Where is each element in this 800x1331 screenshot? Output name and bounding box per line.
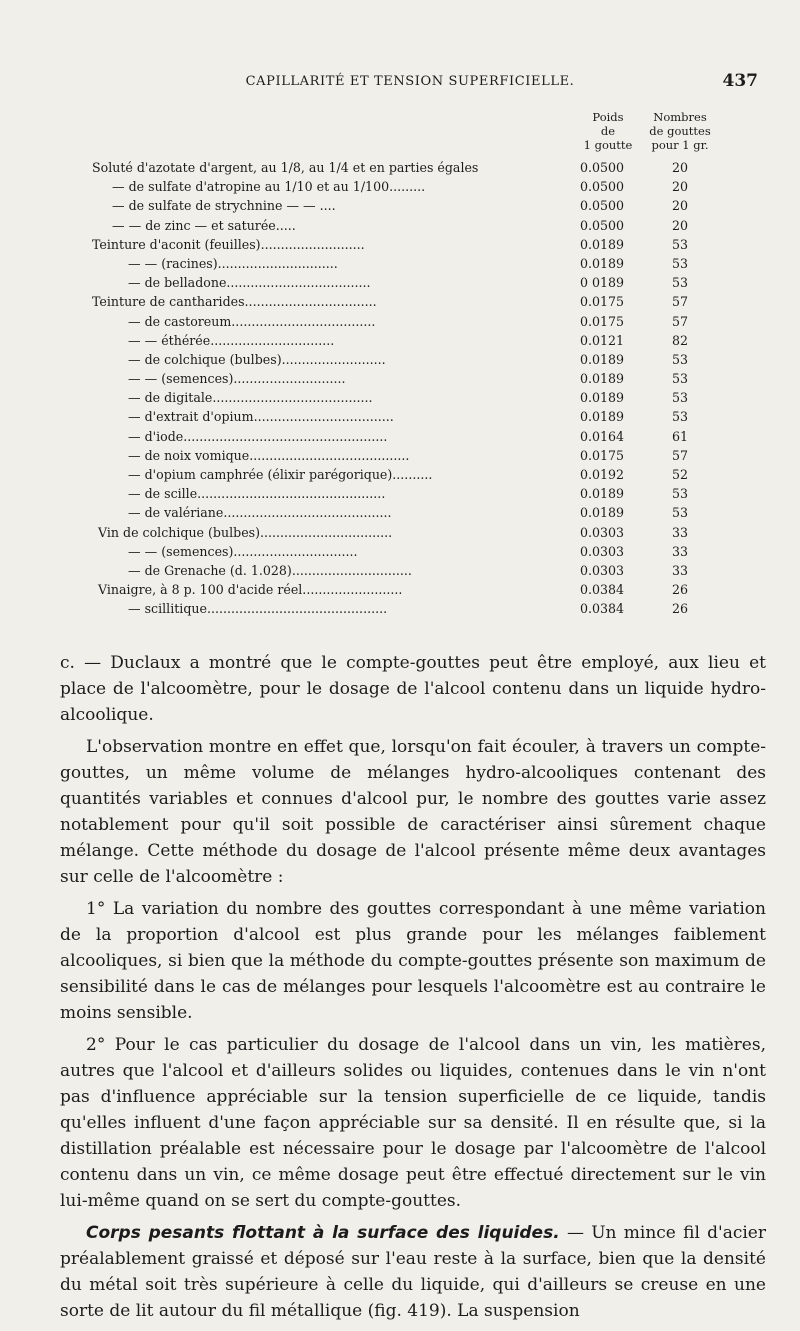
table-row bbox=[40, 312, 760, 331]
table-row bbox=[40, 484, 760, 503]
paragraph-duclaux: c. — Duclaux a montré que le compte-gouttes peut être employé, aux lieu et place de l'alcoomètre, pour le dosage de l'alcool contenu dans un liquide hydro-alcoolique. bbox=[60, 653, 766, 725]
row-nombre: 26 bbox=[671, 601, 689, 617]
table-row bbox=[40, 273, 760, 292]
row-label: — de digitale........................................ bbox=[128, 390, 373, 406]
row-label: — d'iode................................................... bbox=[128, 428, 388, 444]
row-poids: 0 0189 bbox=[580, 275, 625, 291]
row-poids: 0.0189 bbox=[580, 351, 625, 367]
row-poids: 0.0500 bbox=[580, 179, 625, 195]
row-label: Vinaigre, à 8 p. 100 d'acide réel......................... bbox=[98, 582, 403, 598]
row-nombre: 61 bbox=[671, 428, 689, 444]
row-nombre: 82 bbox=[671, 332, 689, 348]
section-text: — Un mince fil d'acier préalablement graissé et déposé sur l'eau reste à la surface, bien que la densité du métal soit très supérieure à celle du liquide, qui d'ailleurs se creuse en une sorte de lit autour du fil métallique (fig. 419). La suspension bbox=[60, 1223, 766, 1321]
row-label: — d'opium camphrée (élixir parégorique).......... bbox=[128, 467, 433, 482]
row-nombre: 53 bbox=[671, 255, 689, 271]
row-nombre: 53 bbox=[671, 371, 689, 387]
table-row bbox=[40, 196, 760, 215]
row-label: — de noix vomique........................................ bbox=[128, 447, 410, 463]
row-label: — de valériane.......................................... bbox=[128, 505, 392, 521]
row-label: — — (racines).............................. bbox=[128, 255, 338, 271]
row-label: Soluté d'azotate d'argent, au 1/8, au 1/4 et en parties égales bbox=[92, 160, 479, 175]
table-row bbox=[40, 599, 760, 618]
row-poids: 0.0384 bbox=[580, 582, 625, 598]
page-header bbox=[60, 71, 760, 96]
row-poids: 0.0189 bbox=[580, 236, 625, 252]
table-row bbox=[40, 580, 760, 599]
row-label: Vin de colchique (bulbes)................................. bbox=[98, 524, 393, 540]
row-label: — — éthérée............................... bbox=[128, 332, 335, 348]
row-nombre: 20 bbox=[671, 217, 689, 233]
paragraph-advantage-2: 2° Pour le cas particulier du dosage de l'alcool dans un vin, les matières, autres que l'alcool et d'ailleurs solides ou liquides, contenues dans le vin n'ont pas d'influence appréciable sur la tension superficielle de ce liquide, tandis qu'elles influent d'une façon appréciable sur sa densité. Il en résulte que, si la distillation préalable est nécessaire pour le dosage par l'alcoomètre de l'alcool contenu dans un vin, ce même dosage peut être effectué directement sur le vin lui-même quand on se sert du compte-gouttes. bbox=[60, 1035, 766, 1211]
row-poids: 0.0384 bbox=[580, 601, 625, 617]
row-poids: 0.0175 bbox=[580, 447, 625, 463]
row-poids: 0.0500 bbox=[580, 217, 625, 233]
paragraph-corps-pesants bbox=[60, 1220, 766, 1324]
table-row bbox=[40, 292, 760, 311]
row-label: — de sulfate d'atropine au 1/10 et au 1/100......... bbox=[112, 179, 426, 195]
row-poids: 0.0303 bbox=[580, 524, 625, 540]
column-header-poids: Poids de 1 goutte bbox=[583, 110, 633, 152]
running-title: CAPILLARITÉ ET TENSION SUPERFICIELLE. bbox=[245, 74, 575, 89]
table-row bbox=[40, 561, 760, 580]
row-poids: 0.0189 bbox=[580, 390, 625, 406]
row-nombre: 53 bbox=[671, 390, 689, 406]
table-row bbox=[40, 407, 760, 426]
row-poids: 0.0175 bbox=[580, 313, 625, 329]
table-row bbox=[40, 446, 760, 465]
table-row bbox=[40, 503, 760, 522]
row-nombre: 57 bbox=[671, 313, 689, 329]
row-poids: 0.0189 bbox=[580, 409, 625, 425]
row-poids: 0.0192 bbox=[580, 467, 625, 482]
table-row bbox=[40, 465, 760, 484]
table-row bbox=[40, 369, 760, 388]
row-label: — d'extrait d'opium................................... bbox=[128, 409, 394, 425]
row-nombre: 57 bbox=[671, 294, 689, 310]
row-label: — — de zinc — et saturée..... bbox=[112, 217, 296, 233]
table-row bbox=[40, 427, 760, 446]
row-nombre: 57 bbox=[671, 447, 689, 463]
row-nombre: 20 bbox=[671, 160, 689, 175]
row-label: — de belladone.................................... bbox=[128, 275, 371, 291]
row-poids: 0.0500 bbox=[580, 160, 625, 175]
column-header-nombres: Nombres de gouttes pour 1 gr. bbox=[649, 110, 711, 152]
row-label: — — (semences)............................... bbox=[128, 543, 358, 559]
row-nombre: 26 bbox=[671, 582, 689, 598]
table-rows bbox=[40, 158, 760, 619]
row-label: — de scille............................................... bbox=[128, 486, 386, 502]
table-row bbox=[40, 235, 760, 254]
row-label: — — (semences)............................ bbox=[128, 371, 346, 387]
table-row bbox=[40, 388, 760, 407]
table-row bbox=[40, 331, 760, 350]
row-poids: 0.0189 bbox=[580, 371, 625, 387]
row-label: — de castoreum.................................... bbox=[128, 313, 376, 329]
row-label: — de colchique (bulbes).......................... bbox=[128, 351, 386, 367]
row-nombre: 33 bbox=[671, 562, 689, 578]
row-nombre: 33 bbox=[671, 524, 689, 540]
paragraph-observation: L'observation montre en effet que, lorsqu'on fait écouler, à travers un compte-gouttes, un même volume de mélanges hydro-alcooliques contenant des quantités variables et connues d'alcool pur, le nombre des gouttes varie assez notablement pour qu'il soit possible de caractériser ainsi sûrement chaque mélange. Cette méthode du dosage de l'alcool présente même deux avantages sur celle de l'alcoomètre : bbox=[60, 737, 766, 887]
row-nombre: 53 bbox=[671, 505, 689, 521]
table-row bbox=[40, 542, 760, 561]
row-poids: 0.0303 bbox=[580, 562, 625, 578]
row-poids: 0.0164 bbox=[580, 428, 625, 444]
row-label: Teinture de cantharides................................. bbox=[92, 294, 377, 310]
row-poids: 0.0303 bbox=[580, 543, 625, 559]
table-row bbox=[40, 216, 760, 235]
table-row bbox=[40, 350, 760, 369]
row-nombre: 53 bbox=[671, 486, 689, 502]
row-poids: 0.0175 bbox=[580, 294, 625, 310]
row-label: — scillitique............................................. bbox=[128, 601, 388, 617]
row-label: Teinture d'aconit (feuilles).......................... bbox=[92, 236, 365, 252]
row-poids: 0.0121 bbox=[580, 332, 625, 348]
row-nombre: 53 bbox=[671, 275, 689, 291]
body-text bbox=[60, 650, 766, 1330]
row-nombre: 20 bbox=[671, 179, 689, 195]
table-row bbox=[40, 158, 760, 177]
table-row bbox=[40, 254, 760, 273]
table-row bbox=[40, 523, 760, 542]
row-poids: 0.0189 bbox=[580, 255, 625, 271]
row-nombre: 52 bbox=[671, 467, 689, 482]
table-row bbox=[40, 177, 760, 196]
row-label: — de Grenache (d. 1.028).............................. bbox=[128, 562, 412, 578]
paragraph-advantage-1: 1° La variation du nombre des gouttes correspondant à une même variation de la proportion d'alcool est plus grande pour les mélanges faiblement alcooliques, si bien que la méthode du compte-gouttes présente son maximum de sensibilité dans le cas de mélanges pour lesquels l'alcoomètre est au contraire le moins sensible. bbox=[60, 899, 766, 1023]
row-nombre: 53 bbox=[671, 236, 689, 252]
section-heading: Corps pesants flottant à la surface des liquides. bbox=[86, 1223, 560, 1243]
row-nombre: 20 bbox=[671, 198, 689, 214]
row-nombre: 53 bbox=[671, 409, 689, 425]
row-nombre: 53 bbox=[671, 351, 689, 367]
page-number: 437 bbox=[722, 71, 758, 91]
row-poids: 0.0189 bbox=[580, 505, 625, 521]
row-poids: 0.0500 bbox=[580, 198, 625, 214]
row-label: — de sulfate de strychnine — — .... bbox=[112, 198, 336, 214]
row-nombre: 33 bbox=[671, 543, 689, 559]
row-poids: 0.0189 bbox=[580, 486, 625, 502]
